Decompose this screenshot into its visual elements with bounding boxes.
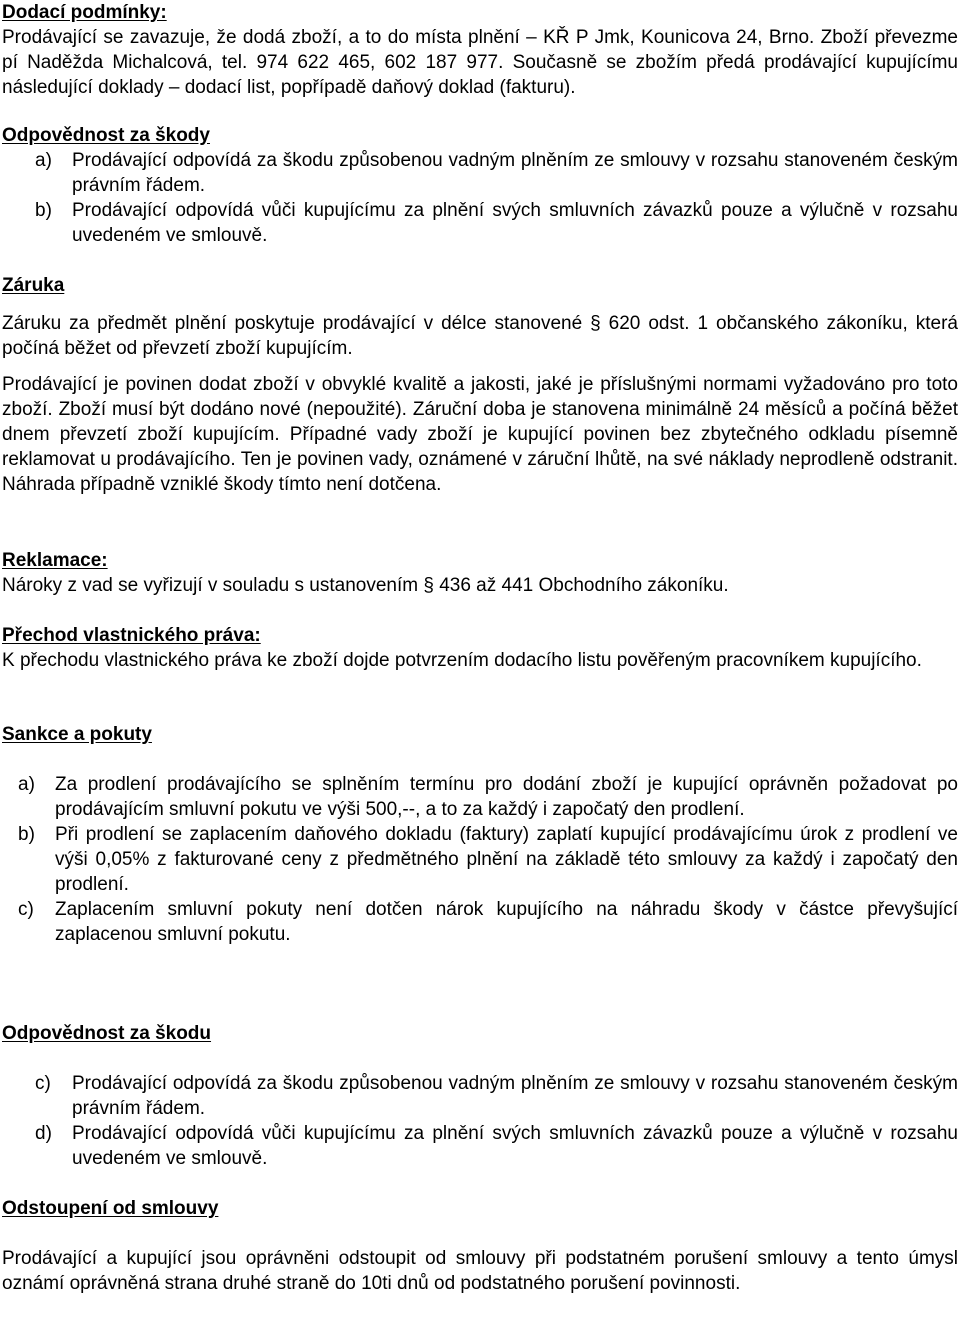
- liability-damage-list: [2, 1071, 958, 1171]
- section-warranty-p1: [2, 311, 958, 361]
- section-heading: Odstoupení od smlouvy: [2, 1198, 219, 1219]
- section-complaints: [2, 548, 958, 598]
- section-heading: Sankce a pokuty: [2, 724, 152, 745]
- section-withdrawal-heading: [2, 1196, 958, 1221]
- section-heading: Reklamace:: [2, 550, 108, 571]
- list-item-text: Prodávající odpovídá za škodu způsobenou vadným plněním ze smlouvy v rozsahu stanoveném českým právním řádem.: [72, 150, 958, 196]
- list-item-text: Prodávající odpovídá za škodu způsobenou vadným plněním ze smlouvy v rozsahu stanoveném českým právním řádem.: [72, 1073, 958, 1119]
- section-paragraph: K přechodu vlastnického práva ke zboží dojde potvrzením dodacího listu pověřeným pracovníkem kupujícího.: [2, 650, 922, 671]
- list-item-text: Zaplacením smluvní pokuty není dotčen nárok kupujícího na náhradu škody v částce převyšující zaplacenou smluvní pokutu.: [55, 899, 958, 945]
- section-liability-damage-heading: [2, 1021, 958, 1046]
- list-marker: c): [18, 899, 34, 920]
- section-delivery-terms: [2, 0, 958, 100]
- list-marker: b): [35, 200, 52, 221]
- penalties-list: [2, 772, 958, 947]
- section-paragraph: Prodávající je povinen dodat zboží v obvyklé kvalitě a jakosti, jaké je příslušnými normami vyžadováno pro toto zboží. Zboží musí být dodáno nové (nepoužité). Záruční doba je stanovena minimálně 24 měsíců a počíná běžet dnem převzetí zboží kupujícím. Případné vady zboží je kupující povinen bez zbytečného odkladu písemně reklamovat u prodávajícího. Ten je povinen vady, oznámené v záruční lhůtě, na své náklady neprodleně odstranit. Náhrada případně vzniklé škody tímto není dotčena.: [2, 374, 958, 495]
- section-liability-damages: [2, 123, 958, 248]
- liability-list: [2, 148, 958, 248]
- section-liability-damage-list: [2, 1071, 958, 1171]
- section-heading: Záruka: [2, 275, 65, 296]
- section-warranty-heading: [2, 273, 958, 298]
- section-heading: Přechod vlastnického práva:: [2, 625, 261, 646]
- section-paragraph: Nároky z vad se vyřizují v souladu s ustanovením § 436 až 441 Obchodního zákoníku.: [2, 575, 729, 596]
- list-item-text: Prodávající odpovídá vůči kupujícímu za plnění svých smluvních závazků pouze a výlučně v rozsahu uvedeném ve smlouvě.: [72, 200, 958, 246]
- list-marker: a): [35, 150, 52, 171]
- list-item: [2, 897, 958, 947]
- section-warranty-p2: [2, 372, 958, 497]
- section-heading: Dodací podmínky:: [2, 2, 167, 23]
- section-penalties-heading: [2, 722, 958, 747]
- list-marker: d): [35, 1123, 52, 1144]
- list-item-text: Za prodlení prodávajícího se splněním termínu pro dodání zboží je kupující oprávněn požadovat po prodávajícím smluvní pokutu ve výši 500,--, a to za každý i započatý den prodlení.: [55, 774, 958, 820]
- section-paragraph: Záruku za předmět plnění poskytuje prodávající v délce stanovené § 620 odst. 1 občanského zákoníku, která počíná běžet od převzetí zboží kupujícím.: [2, 313, 958, 359]
- list-marker: c): [35, 1073, 51, 1094]
- list-marker: a): [18, 774, 35, 795]
- list-item: [2, 1071, 958, 1121]
- list-item-text: Prodávající odpovídá vůči kupujícímu za plnění svých smluvních závazků pouze a výlučně v rozsahu uvedeném ve smlouvě.: [72, 1123, 958, 1169]
- section-penalties-list: [2, 772, 958, 947]
- list-item: [2, 772, 958, 822]
- list-item: [2, 198, 958, 248]
- section-ownership-transfer: [2, 623, 958, 673]
- section-withdrawal-text: [2, 1246, 958, 1296]
- list-item: [2, 148, 958, 198]
- section-heading: Odpovědnost za škodu: [2, 1023, 212, 1044]
- list-marker: b): [18, 824, 35, 845]
- section-paragraph: Prodávající a kupující jsou oprávněni odstoupit od smlouvy při podstatném porušení smlouvy a tento úmysl oznámí oprávněná strana druhé straně do 10ti dnů od podstatného porušení povinnosti.: [2, 1248, 958, 1294]
- list-item: [2, 822, 958, 897]
- section-paragraph: Prodávající se zavazuje, že dodá zboží, a to do místa plnění – KŘ P Jmk, Kounicova 24, Brno. Zboží převezme pí Naděžda Michalcová, tel. 974 622 465, 602 187 977. Současně se zbožím předá prodávající kupujícímu následující doklady – dodací list, popřípadě daňový doklad (fakturu).: [2, 27, 958, 98]
- section-heading: Odpovědnost za škody: [2, 125, 210, 146]
- list-item: [2, 1121, 958, 1171]
- list-item-text: Při prodlení se zaplacením daňového dokladu (faktury) zaplatí kupující prodávajícímu úrok z prodlení ve výši 0,05% z fakturované ceny z předmětného plnění na základě této smlouvy za každý i započatý den prodlení.: [55, 824, 958, 895]
